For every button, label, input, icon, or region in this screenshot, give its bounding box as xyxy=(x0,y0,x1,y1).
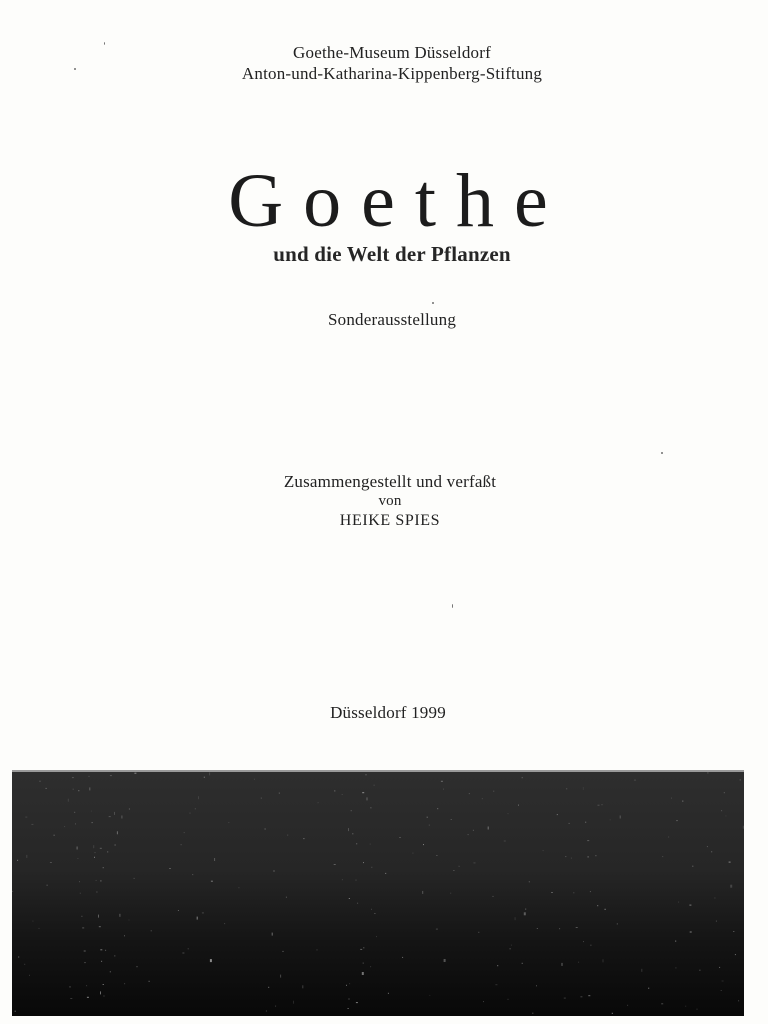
by-label: von xyxy=(378,493,402,509)
author-name: HEIKE SPIES xyxy=(339,512,441,529)
scan-speck xyxy=(661,452,663,454)
scan-speck xyxy=(104,42,105,45)
compiled-by-label: Zusammengestellt und verfaßt xyxy=(283,472,497,491)
scan-speck xyxy=(432,302,434,304)
book-title: Goethe xyxy=(228,159,568,243)
scan-noise xyxy=(12,772,744,1016)
exhibition-type: Sonderausstellung xyxy=(327,310,457,329)
institution-name: Goethe-Museum Düsseldorf xyxy=(293,43,491,62)
scan-dark-band xyxy=(12,772,744,1016)
scan-speck xyxy=(452,604,453,608)
foundation-name: Anton-und-Katharina-Kippenberg-Stiftung xyxy=(241,64,543,83)
imprint: Düsseldorf 1999 xyxy=(330,703,446,722)
scan-speck xyxy=(74,68,76,70)
book-subtitle: und die Welt der Pflanzen xyxy=(273,242,511,266)
